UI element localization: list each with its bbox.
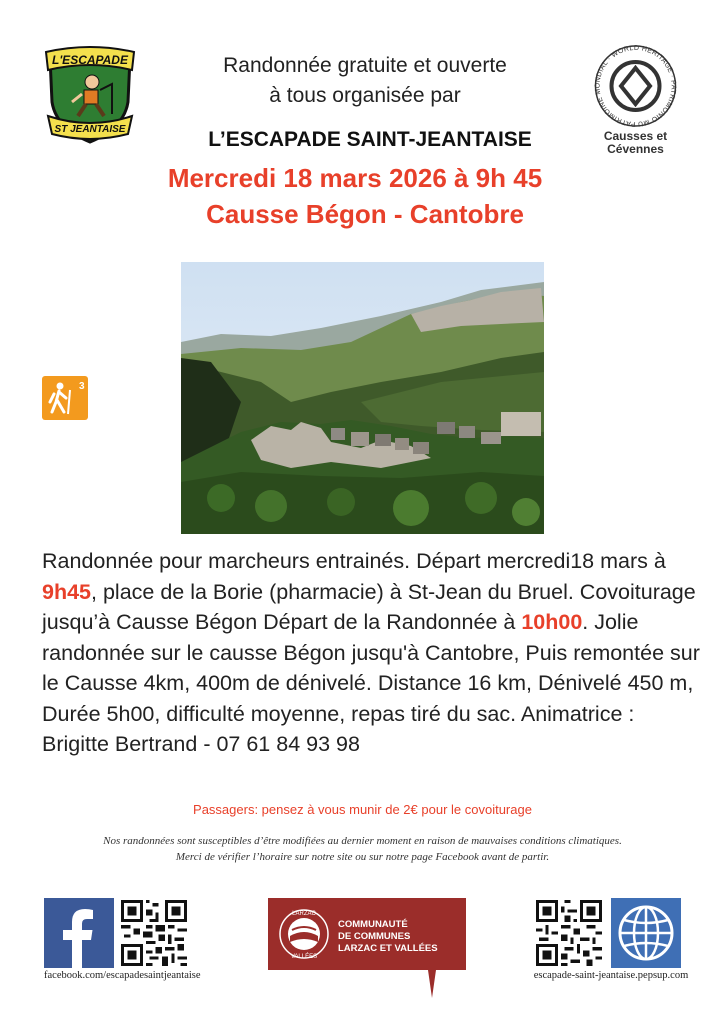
website-url[interactable]: escapade-saint-jeantaise.pepsup.com — [533, 970, 689, 981]
hike-description — [42, 546, 702, 760]
disclaimer-line-1: Nos randonnées sont susceptibles d’être modifiées au dernier moment en raison de mauvaises conditions climatiques. — [103, 835, 622, 847]
event-date: Mercredi 18 mars 2026 à 9h 45 — [167, 163, 543, 193]
facebook-qr-code — [120, 900, 188, 966]
disclaimer — [30, 833, 695, 865]
unesco-ring-text: PATRIMOINE MONDIAL · WORLD HERITAGE · PATRIMONIO MU — [594, 44, 677, 128]
description-part-1: Randonnée pour marcheurs entrainés. Départ mercredi18 mars à — [42, 549, 666, 573]
event-place: Causse Bégon - Cantobre — [206, 199, 524, 229]
difficulty-level-badge — [42, 376, 88, 420]
hiker-icon — [50, 383, 70, 415]
unesco-caption-line2: Cévennes — [607, 142, 664, 156]
intro-line-1: Randonnée gratuite et ouverte — [223, 54, 507, 77]
escapade-club-logo — [42, 44, 138, 144]
club-logo-top-text: L'ESCAPADE — [52, 53, 128, 67]
cc-line-1: COMMUNAUTÉ — [338, 919, 408, 930]
unesco-world-heritage-logo — [588, 42, 683, 162]
intro-line-2: à tous organisée par — [269, 84, 461, 107]
website-qr-code — [535, 900, 603, 966]
passengers-note: Passagers: pensez à vous munir de 2€ pour le covoiturage — [193, 802, 532, 817]
difficulty-level-number: 3 — [79, 381, 85, 392]
description-part-3: . Jolie randonnée sur le causse Bégon jusqu'à Cantobre, Puis remontée sur le Causse 4km, 400m de dénivelé. Distance 16 km, Dénivelé 450 m, Durée 5h00, difficulté moyenne, repas tiré du sac. Animatrice : Brigitte Bertrand - 07 61 84 93 98 — [42, 610, 700, 756]
cc-ring-top: LARZAC — [292, 911, 316, 917]
communaute-de-communes-banner — [268, 898, 466, 998]
description-part-2: , place de la Borie (pharmacie) à St-Jean du Bruel. Covoiturage jusqu’à Causse Bégon Départ de la Randonnée à — [42, 579, 696, 634]
globe-icon[interactable] — [611, 898, 681, 968]
cc-ring-bottom: VALLÉES — [290, 954, 318, 960]
hike-start-time: 10h00 — [521, 610, 583, 634]
disclaimer-line-2: Merci de vérifier l’horaire sur notre site ou sur notre page Facebook avant de partir. — [175, 851, 550, 863]
cc-line-2: DE COMMUNES — [338, 931, 411, 942]
cc-line-3: LARZAC ET VALLÉES — [338, 943, 438, 954]
club-name: L’ESCAPADE SAINT-JEANTAISE — [208, 128, 532, 151]
unesco-caption-line1: Causses et — [603, 129, 668, 143]
club-logo-bottom-text: ST JEANTAISE — [54, 124, 126, 135]
meeting-time: 9h45 — [42, 579, 92, 604]
facebook-icon[interactable] — [44, 898, 114, 968]
cantobre-landscape-photo — [181, 262, 544, 534]
facebook-url[interactable]: facebook.com/escapadesaintjeantaise — [44, 970, 201, 981]
